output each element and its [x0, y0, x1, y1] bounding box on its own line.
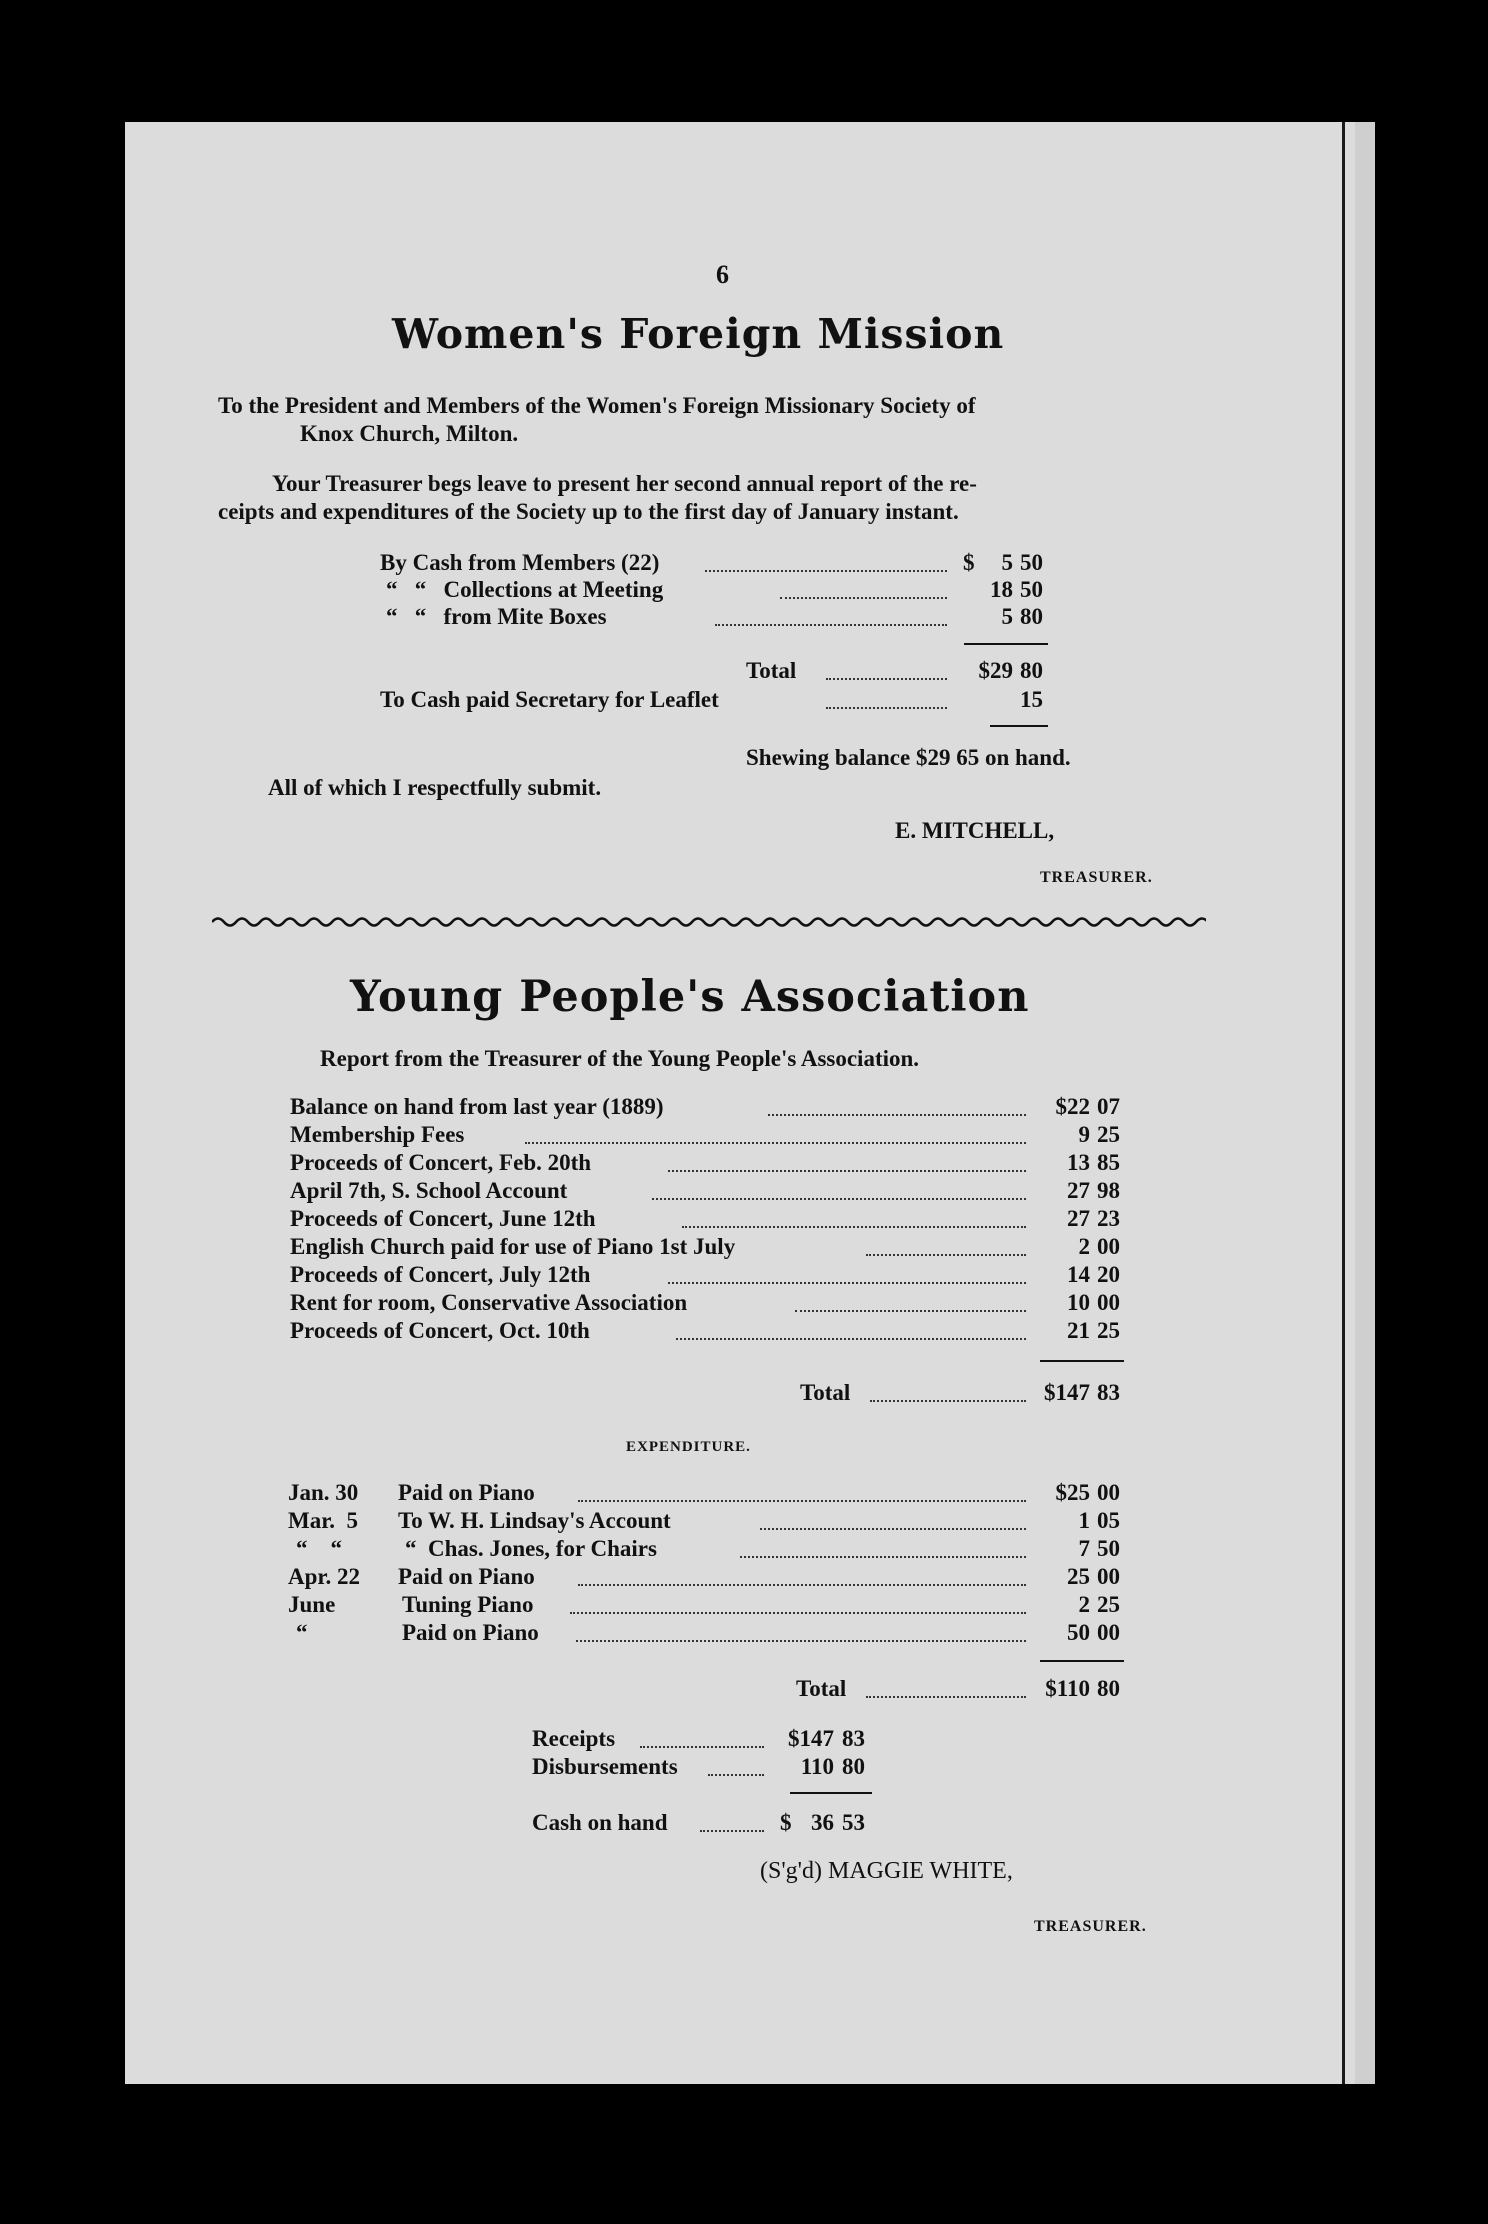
- wfm-total-label: Total: [746, 658, 797, 683]
- sum-rule: [964, 643, 1048, 645]
- expense-dollars: $25: [1055, 1480, 1090, 1505]
- receipt-label: Proceeds of Concert, Oct. 10th: [290, 1318, 590, 1343]
- wfm-paid-label: To Cash paid Secretary for Leaflet: [380, 687, 719, 712]
- leader-dots: [866, 1254, 1026, 1256]
- wfm-item-cents: 50: [1020, 550, 1043, 575]
- expense-date: June: [288, 1592, 336, 1617]
- ypa-expend-total-cents: 80: [1097, 1676, 1120, 1701]
- wfm-balance: Shewing balance $29 65 on hand.: [746, 745, 1071, 770]
- expense-date: “: [296, 1620, 308, 1645]
- wfm-item-dollar-sign: $: [963, 550, 975, 575]
- expense-date: “ “: [296, 1536, 342, 1561]
- receipt-label: Proceeds of Concert, Feb. 20th: [290, 1150, 592, 1175]
- leader-dots: [576, 1640, 1026, 1642]
- expense-cents: 00: [1097, 1564, 1120, 1589]
- leader-dots: [866, 1696, 1026, 1698]
- expense-cents: 25: [1097, 1592, 1120, 1617]
- leader-dots: [870, 1400, 1026, 1402]
- wfm-signer: E. MITCHELL,: [895, 818, 1055, 843]
- expense-label: “ Chas. Jones, for Chairs: [405, 1536, 657, 1561]
- leader-dots: [705, 570, 947, 572]
- leader-dots: [578, 1500, 1026, 1502]
- expenditure-heading: EXPENDITURE.: [626, 1439, 751, 1455]
- sum-rule: [990, 725, 1048, 727]
- wfm-title: Women's Foreign Mission: [392, 310, 1005, 358]
- expense-label: Paid on Piano: [398, 1480, 535, 1505]
- expense-date: Jan. 30: [288, 1480, 359, 1505]
- cash-cents: 53: [842, 1810, 865, 1835]
- expense-cents: 50: [1097, 1536, 1120, 1561]
- leader-dots: [740, 1556, 1026, 1558]
- leader-dots: [525, 1142, 1026, 1144]
- wfm-item-cents: 50: [1020, 577, 1043, 602]
- wfm-address-line1: To the President and Members of the Women's Foreign Missionary Society of: [218, 393, 976, 418]
- receipt-label: English Church paid for use of Piano 1st July: [290, 1234, 736, 1259]
- cash-dollars: 36: [811, 1810, 834, 1835]
- wfm-item-label: “ “ Collections at Meeting: [386, 577, 664, 602]
- ypa-receipts-total-label: Total: [800, 1380, 851, 1405]
- leader-dots: [826, 678, 947, 680]
- receipt-dollars: 27: [1067, 1206, 1090, 1231]
- leader-dots: [570, 1612, 1026, 1614]
- leader-dots: [708, 1774, 764, 1776]
- receipt-cents: 23: [1097, 1206, 1120, 1231]
- expense-dollars: 50: [1067, 1620, 1090, 1645]
- wfm-item-dollars: 5: [1001, 550, 1013, 575]
- summary-dollars: $147: [788, 1726, 834, 1751]
- ypa-title: Young People's Association: [350, 972, 1030, 1022]
- ypa-expend-total-dollars: $110: [1045, 1676, 1090, 1701]
- sum-rule: [790, 1792, 872, 1794]
- leader-dots: [682, 1226, 1026, 1228]
- receipt-cents: 07: [1097, 1094, 1120, 1119]
- receipt-label: April 7th, S. School Account: [290, 1178, 568, 1203]
- wfm-item-cents: 80: [1020, 604, 1043, 629]
- summary-label: Disbursements: [532, 1754, 678, 1779]
- leader-dots: [768, 1114, 1026, 1116]
- wfm-total-dollars: $29: [978, 658, 1013, 683]
- wfm-submit: All of which I respectfully submit.: [268, 775, 602, 800]
- expense-dollars: 2: [1078, 1592, 1090, 1617]
- ypa-receipts-total-dollars: $147: [1044, 1380, 1090, 1405]
- ypa-receipts-total-cents: 83: [1097, 1380, 1120, 1405]
- leader-dots: [795, 1310, 1026, 1312]
- receipt-cents: 25: [1097, 1318, 1120, 1343]
- summary-cents: 83: [842, 1726, 865, 1751]
- wavy-divider: [212, 914, 1206, 930]
- receipt-label: Rent for room, Conservative Association: [290, 1290, 688, 1315]
- ypa-subtitle: Report from the Treasurer of the Young People's Association.: [320, 1046, 920, 1071]
- expense-label: Paid on Piano: [398, 1564, 535, 1589]
- wfm-intro-line1: Your Treasurer begs leave to present her second annual report of the re-: [272, 471, 977, 496]
- leader-dots: [652, 1198, 1026, 1200]
- receipt-label: Balance on hand from last year (1889): [290, 1094, 664, 1119]
- ypa-signer: (S'g'd) MAGGIE WHITE,: [760, 1858, 1013, 1884]
- receipt-dollars: 13: [1067, 1150, 1090, 1175]
- expense-date: Apr. 22: [288, 1564, 360, 1589]
- summary-label: Receipts: [532, 1726, 616, 1751]
- cash-on-hand-label: Cash on hand: [532, 1810, 668, 1835]
- receipt-cents: 25: [1097, 1122, 1120, 1147]
- wfm-paid-cents: 15: [1020, 687, 1043, 712]
- receipt-label: Proceeds of Concert, June 12th: [290, 1206, 596, 1231]
- page-fold-line: [1342, 122, 1345, 2084]
- leader-dots: [668, 1282, 1026, 1284]
- receipt-label: Membership Fees: [290, 1122, 465, 1147]
- cash-dollar-sign: $: [780, 1810, 792, 1835]
- expense-label: Tuning Piano: [402, 1592, 534, 1617]
- leader-dots: [640, 1746, 764, 1748]
- leader-dots: [780, 597, 947, 599]
- leader-dots: [700, 1830, 764, 1832]
- leader-dots: [715, 624, 947, 626]
- wfm-address-line2: Knox Church, Milton.: [300, 421, 519, 446]
- receipt-dollars: $22: [1055, 1094, 1090, 1119]
- wfm-item-label: “ “ from Mite Boxes: [386, 604, 607, 629]
- receipt-dollars: 2: [1078, 1234, 1090, 1259]
- expense-dollars: 25: [1067, 1564, 1090, 1589]
- expense-label: To W. H. Lindsay's Account: [398, 1508, 671, 1533]
- expense-cents: 05: [1097, 1508, 1120, 1533]
- leader-dots: [668, 1170, 1026, 1172]
- receipt-cents: 98: [1097, 1178, 1120, 1203]
- expense-date: Mar. 5: [288, 1508, 359, 1533]
- wfm-item-dollars: 18: [990, 577, 1013, 602]
- receipt-dollars: 9: [1078, 1122, 1090, 1147]
- receipt-dollars: 21: [1067, 1318, 1090, 1343]
- receipt-label: Proceeds of Concert, July 12th: [290, 1262, 591, 1287]
- receipt-dollars: 10: [1067, 1290, 1090, 1315]
- expense-dollars: 1: [1078, 1508, 1090, 1533]
- wfm-item-label: By Cash from Members (22): [380, 550, 660, 575]
- receipt-cents: 00: [1097, 1290, 1120, 1315]
- wfm-item-dollars: 5: [1001, 604, 1013, 629]
- receipt-cents: 20: [1097, 1262, 1120, 1287]
- leader-dots: [826, 707, 947, 709]
- leader-dots: [578, 1584, 1026, 1586]
- page-number: 6: [716, 260, 729, 289]
- wfm-signer-title: TREASURER.: [1040, 869, 1153, 886]
- receipt-cents: 00: [1097, 1234, 1120, 1259]
- summary-dollars: 110: [800, 1754, 834, 1779]
- ypa-signer-title: TREASURER.: [1034, 1918, 1147, 1935]
- summary-cents: 80: [842, 1754, 865, 1779]
- expense-cents: 00: [1097, 1480, 1120, 1505]
- wfm-total-cents: 80: [1020, 658, 1043, 683]
- leader-dots: [676, 1338, 1026, 1340]
- receipt-dollars: 27: [1067, 1178, 1090, 1203]
- ypa-expend-total-label: Total: [796, 1676, 847, 1701]
- expense-label: Paid on Piano: [402, 1620, 539, 1645]
- expense-dollars: 7: [1078, 1536, 1090, 1561]
- wfm-intro-line2: ceipts and expenditures of the Society up to the first day of January instant.: [218, 499, 959, 524]
- receipt-cents: 85: [1097, 1150, 1120, 1175]
- adjacent-page-edge: [1355, 122, 1375, 2084]
- sum-rule: [1040, 1360, 1124, 1362]
- expense-cents: 00: [1097, 1620, 1120, 1645]
- sum-rule: [1040, 1660, 1124, 1662]
- receipt-dollars: 14: [1067, 1262, 1090, 1287]
- leader-dots: [760, 1528, 1026, 1530]
